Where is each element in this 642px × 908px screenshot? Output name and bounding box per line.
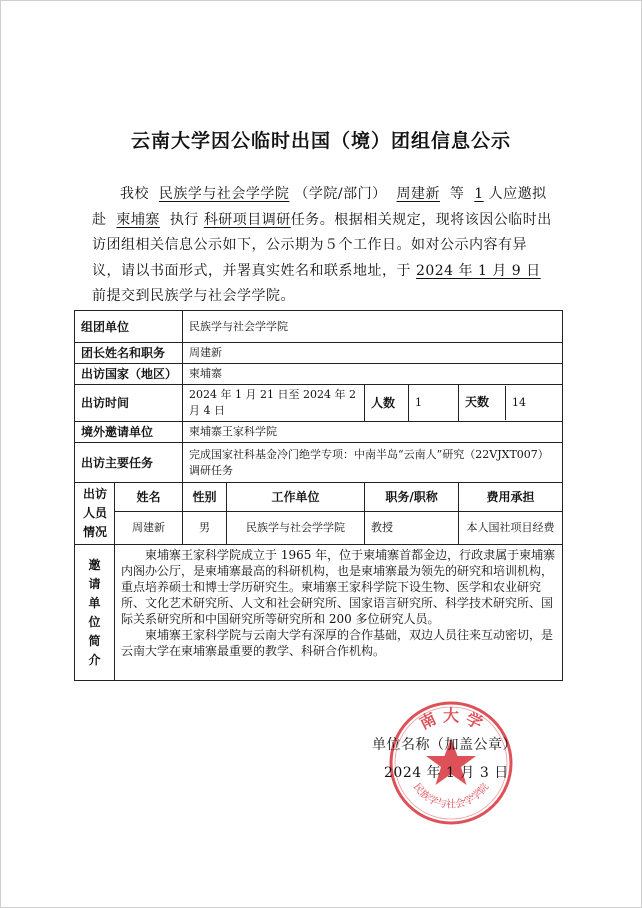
seal-top-text: 南 大 学 xyxy=(416,706,486,734)
college-name: 民族学与社会学学院 xyxy=(158,186,290,202)
deadline-date: 2024 年 1 月 9 日 xyxy=(415,262,541,279)
org-label: 组团单位 xyxy=(75,311,183,343)
ren-text: 人 xyxy=(488,186,504,202)
svg-text:南 大 学 xyxy=(416,706,485,733)
intro-label: 邀请单位简介 xyxy=(75,545,115,681)
signature-date: 2024 年 1 月 3 日 xyxy=(384,765,509,781)
days-label: 天数 xyxy=(465,395,490,409)
members-label: 出访人员情况 xyxy=(75,483,115,545)
inviter-intro xyxy=(115,545,563,681)
inviter-intro-p2: 柬埔寨王家科学院与云南大学有深厚的合作基础，双边人员往来互动密切，是云南大学在柬埔寨最重要的教学、科研合作机构。 xyxy=(121,628,554,658)
seal-bottom-text: 民族学与社会学学院 xyxy=(410,781,492,811)
member-title: 教授 xyxy=(365,511,459,544)
member-count: 1 xyxy=(474,186,484,202)
days-value: 14 xyxy=(505,386,532,420)
time-value: 2024 年 1 月 21 日至 2024 年 2 月 4 日 xyxy=(183,385,365,422)
svg-text:民族学与社会学学院 xyxy=(411,780,492,810)
info-table xyxy=(74,310,563,681)
member-gender: 男 xyxy=(183,511,227,544)
inviter-label: 境外邀请单位 xyxy=(75,422,183,443)
inviter-value: 柬埔寨王家科学院 xyxy=(183,422,563,443)
leader-value: 周建新 xyxy=(183,343,563,364)
intro-prefix: 我校 xyxy=(120,186,149,202)
leader-name: 周建新 xyxy=(396,186,440,202)
task-value: 完成国家社科基金冷门绝学专项：中南半岛“云南人”研究（22VJXT007）调研任务 xyxy=(183,443,563,483)
people-value: 1 xyxy=(409,385,459,422)
header-title: 职务/职称 xyxy=(365,483,459,512)
country-label: 出访国家（地区） xyxy=(75,364,183,385)
days-cell xyxy=(459,385,563,422)
inviter-intro-p1: 柬埔寨王家科学院成立于 1965 年，位于柬埔寨首都金边，行政隶属于柬埔寨内阁办公厅，是柬埔寨最高的科研机构，也是柬埔寨最为领先的研究和培训机构，重点培养硕士和博士学历研究生。柬埔寨王家科学院下设生物、医学和农业研究所、文化艺术研究所、人文和社会研究所、国家语言研究所、科学技术研究所、国际关系研究所和中国研究所等研究所和 200 多位研究人员。 xyxy=(121,548,556,626)
page-title: 云南大学因公临时出国（境）团组信息公示 xyxy=(130,130,511,152)
destination: 柬埔寨 xyxy=(116,211,160,228)
notice-paragraph xyxy=(92,182,552,310)
task-type: 科研项目调研 xyxy=(203,211,291,228)
member-unit: 民族学与社会学学院 xyxy=(227,511,365,544)
people-label: 人数 xyxy=(365,385,409,422)
yingyao-text: 应邀拟赴 xyxy=(92,186,547,228)
header-name: 姓名 xyxy=(115,483,183,512)
org-value: 民族学与社会学学院 xyxy=(183,311,563,343)
signature-unit: 单位名称（加盖公章） xyxy=(372,737,517,753)
notice-body: 任务。根据相关规定，现将该因公临时出访团组相关信息公示如下，公示期为５个工作日。如对公示内容有异议，请以书面形式，并署真实姓名和联系地址，于 xyxy=(92,211,552,279)
header-gender: 性别 xyxy=(183,483,227,512)
time-label: 出访时间 xyxy=(75,385,183,422)
member-name: 周建新 xyxy=(115,511,183,544)
college-suffix: （学院/部门） xyxy=(294,186,387,202)
notice-end: 前提交到民族学与社会学学院。 xyxy=(92,288,295,305)
table-row xyxy=(75,511,563,544)
header-unit: 工作单位 xyxy=(227,483,365,512)
member-funding: 本人国社项目经费 xyxy=(459,511,563,544)
task-label: 出访主要任务 xyxy=(75,443,183,483)
header-funding: 费用承担 xyxy=(459,483,563,512)
deng-text: 等 xyxy=(449,186,465,202)
country-value: 柬埔寨 xyxy=(183,364,563,385)
zhixing-text: 执行 xyxy=(169,211,199,228)
leader-label: 团长姓名和职务 xyxy=(75,343,183,364)
